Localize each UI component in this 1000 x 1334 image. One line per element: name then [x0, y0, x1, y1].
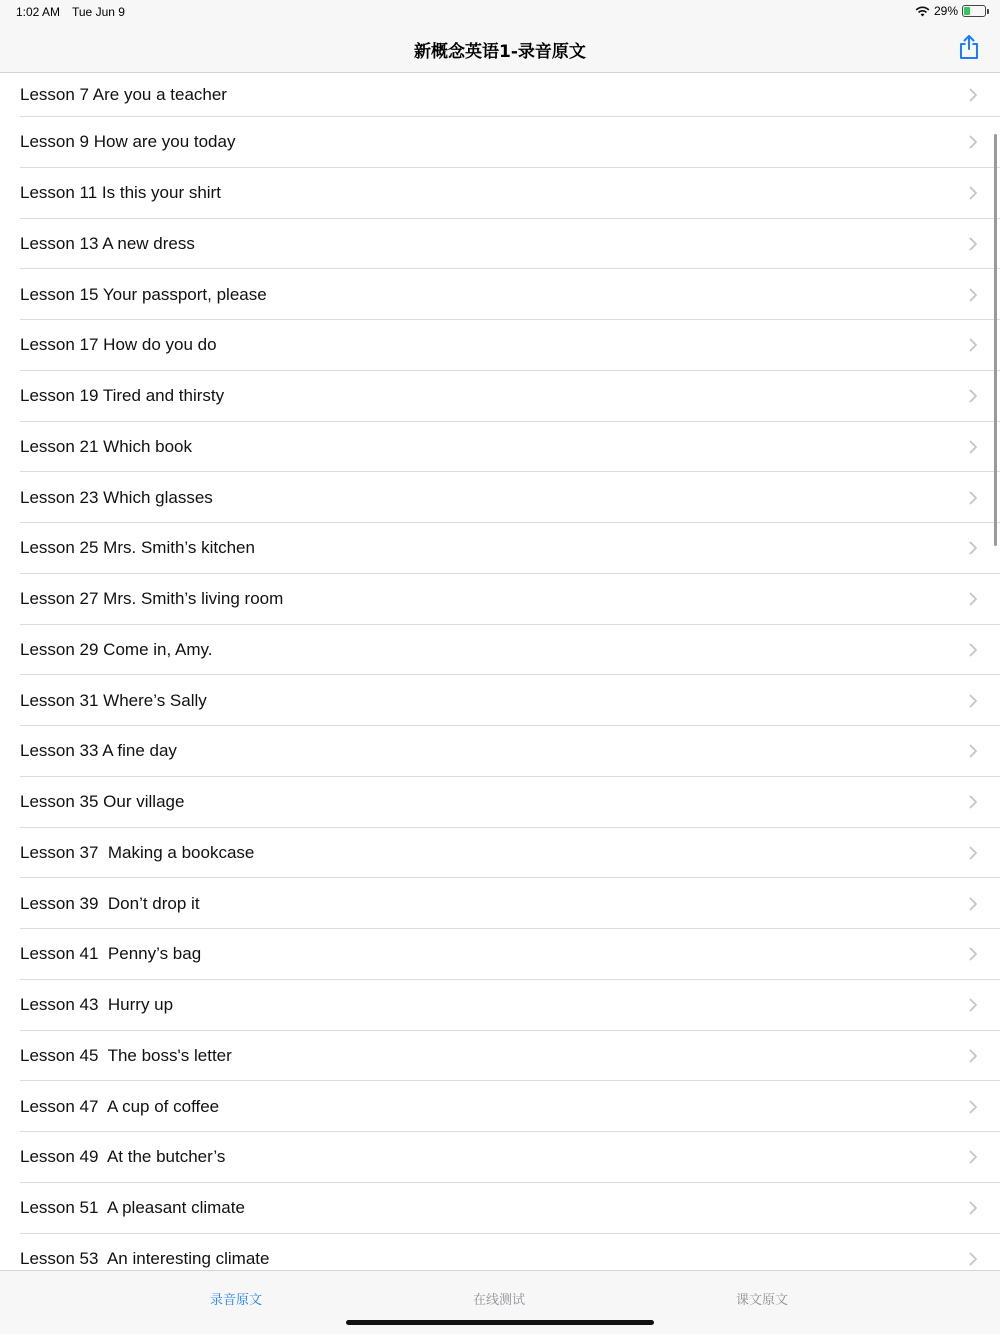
lesson-row[interactable]: [0, 523, 1000, 574]
lesson-title: Lesson 25 Mrs. Smith’s kitchen: [20, 538, 255, 558]
lesson-title: Lesson 13 A new dress: [20, 233, 195, 253]
lesson-row[interactable]: [0, 422, 1000, 473]
status-bar: [0, 0, 1000, 24]
lesson-row[interactable]: [0, 320, 1000, 371]
tab-recording-transcript[interactable]: 录音原文: [209, 1293, 262, 1308]
lesson-title: Lesson 31 Where’s Sally: [20, 690, 207, 710]
lesson-row[interactable]: [0, 472, 1000, 523]
page-title: 新概念英语1-录音原文: [414, 42, 586, 62]
share-icon[interactable]: [958, 34, 980, 60]
tab-online-test[interactable]: 在线测试: [472, 1293, 525, 1308]
lesson-row[interactable]: [0, 675, 1000, 726]
lesson-title: Lesson 21 Which book: [20, 436, 192, 456]
lesson-title: Lesson 29 Come in, Amy.: [20, 639, 213, 659]
lesson-row[interactable]: [0, 980, 1000, 1031]
status-time: 1:02 AM: [16, 5, 61, 19]
lesson-title: Lesson 9 How are you today: [20, 132, 236, 152]
chevron-right-icon: [969, 1150, 978, 1164]
lesson-title: Lesson 47 A cup of coffee: [20, 1096, 220, 1116]
chevron-right-icon: [969, 440, 978, 454]
lesson-row[interactable]: [0, 777, 1000, 828]
chevron-right-icon: [969, 186, 978, 200]
lesson-row[interactable]: [0, 1234, 1000, 1271]
lesson-title: Lesson 7 Are you a teacher: [20, 85, 227, 104]
chevron-right-icon: [969, 541, 978, 555]
chevron-right-icon: [969, 1100, 978, 1114]
lesson-title: Lesson 37 Making a bookcase: [20, 842, 255, 862]
home-indicator: [346, 1320, 654, 1325]
wifi-icon: [915, 6, 930, 17]
tab-lesson-text[interactable]: 课文原文: [735, 1293, 788, 1308]
chevron-right-icon: [969, 795, 978, 809]
lesson-row[interactable]: [0, 371, 1000, 422]
chevron-right-icon: [969, 338, 978, 352]
lesson-list[interactable]: [0, 73, 1000, 1270]
battery-icon: [962, 5, 986, 17]
lesson-title: Lesson 17 How do you do: [20, 335, 217, 355]
navigation-bar: [0, 24, 1000, 73]
lesson-row[interactable]: [0, 574, 1000, 625]
scrollbar[interactable]: [994, 134, 997, 546]
lesson-title: Lesson 39 Don’t drop it: [20, 893, 200, 913]
lesson-title: Lesson 43 Hurry up: [20, 995, 174, 1015]
lesson-title: Lesson 35 Our village: [20, 792, 185, 812]
lesson-title: Lesson 27 Mrs. Smith’s living room: [20, 589, 284, 609]
chevron-right-icon: [969, 491, 978, 505]
lesson-title: Lesson 33 A fine day: [20, 741, 177, 761]
status-date: Tue Jun 9: [72, 5, 125, 19]
lesson-title: Lesson 45 The boss's letter: [20, 1045, 232, 1065]
lesson-row[interactable]: [0, 1132, 1000, 1183]
battery-fill: [964, 7, 970, 15]
lesson-title: Lesson 49 At the butcher’s: [20, 1147, 226, 1167]
lesson-row[interactable]: [0, 1183, 1000, 1234]
status-right: [915, 4, 986, 18]
lesson-title: Lesson 19 Tired and thirsty: [20, 386, 225, 406]
chevron-right-icon: [969, 237, 978, 251]
lesson-row[interactable]: [0, 117, 1000, 168]
lesson-row[interactable]: [0, 1031, 1000, 1082]
lesson-row[interactable]: [0, 625, 1000, 676]
chevron-right-icon: [969, 643, 978, 657]
lesson-row[interactable]: [0, 219, 1000, 270]
lesson-row[interactable]: [0, 1081, 1000, 1132]
lesson-row[interactable]: [0, 73, 1000, 117]
chevron-right-icon: [969, 1201, 978, 1215]
chevron-right-icon: [969, 1049, 978, 1063]
chevron-right-icon: [969, 694, 978, 708]
chevron-right-icon: [969, 389, 978, 403]
lesson-row[interactable]: [0, 168, 1000, 219]
lesson-row[interactable]: [0, 726, 1000, 777]
lesson-title: Lesson 23 Which glasses: [20, 487, 213, 507]
chevron-right-icon: [969, 592, 978, 606]
chevron-right-icon: [969, 88, 978, 102]
lesson-title: Lesson 51 A pleasant climate: [20, 1198, 245, 1218]
lesson-row[interactable]: [0, 828, 1000, 879]
chevron-right-icon: [969, 1252, 978, 1266]
lesson-row[interactable]: [0, 878, 1000, 929]
lesson-title: Lesson 15 Your passport, please: [20, 284, 267, 304]
chevron-right-icon: [969, 998, 978, 1012]
chevron-right-icon: [969, 135, 978, 149]
lesson-title: Lesson 53 An interesting climate: [20, 1248, 270, 1268]
lesson-row[interactable]: [0, 269, 1000, 320]
lesson-title: Lesson 41 Penny’s bag: [20, 944, 202, 964]
chevron-right-icon: [969, 846, 978, 860]
chevron-right-icon: [969, 288, 978, 302]
lesson-row[interactable]: [0, 929, 1000, 980]
battery-percent: 29%: [933, 4, 958, 18]
chevron-right-icon: [969, 744, 978, 758]
chevron-right-icon: [969, 947, 978, 961]
chevron-right-icon: [969, 897, 978, 911]
lesson-title: Lesson 11 Is this your shirt: [20, 183, 221, 203]
